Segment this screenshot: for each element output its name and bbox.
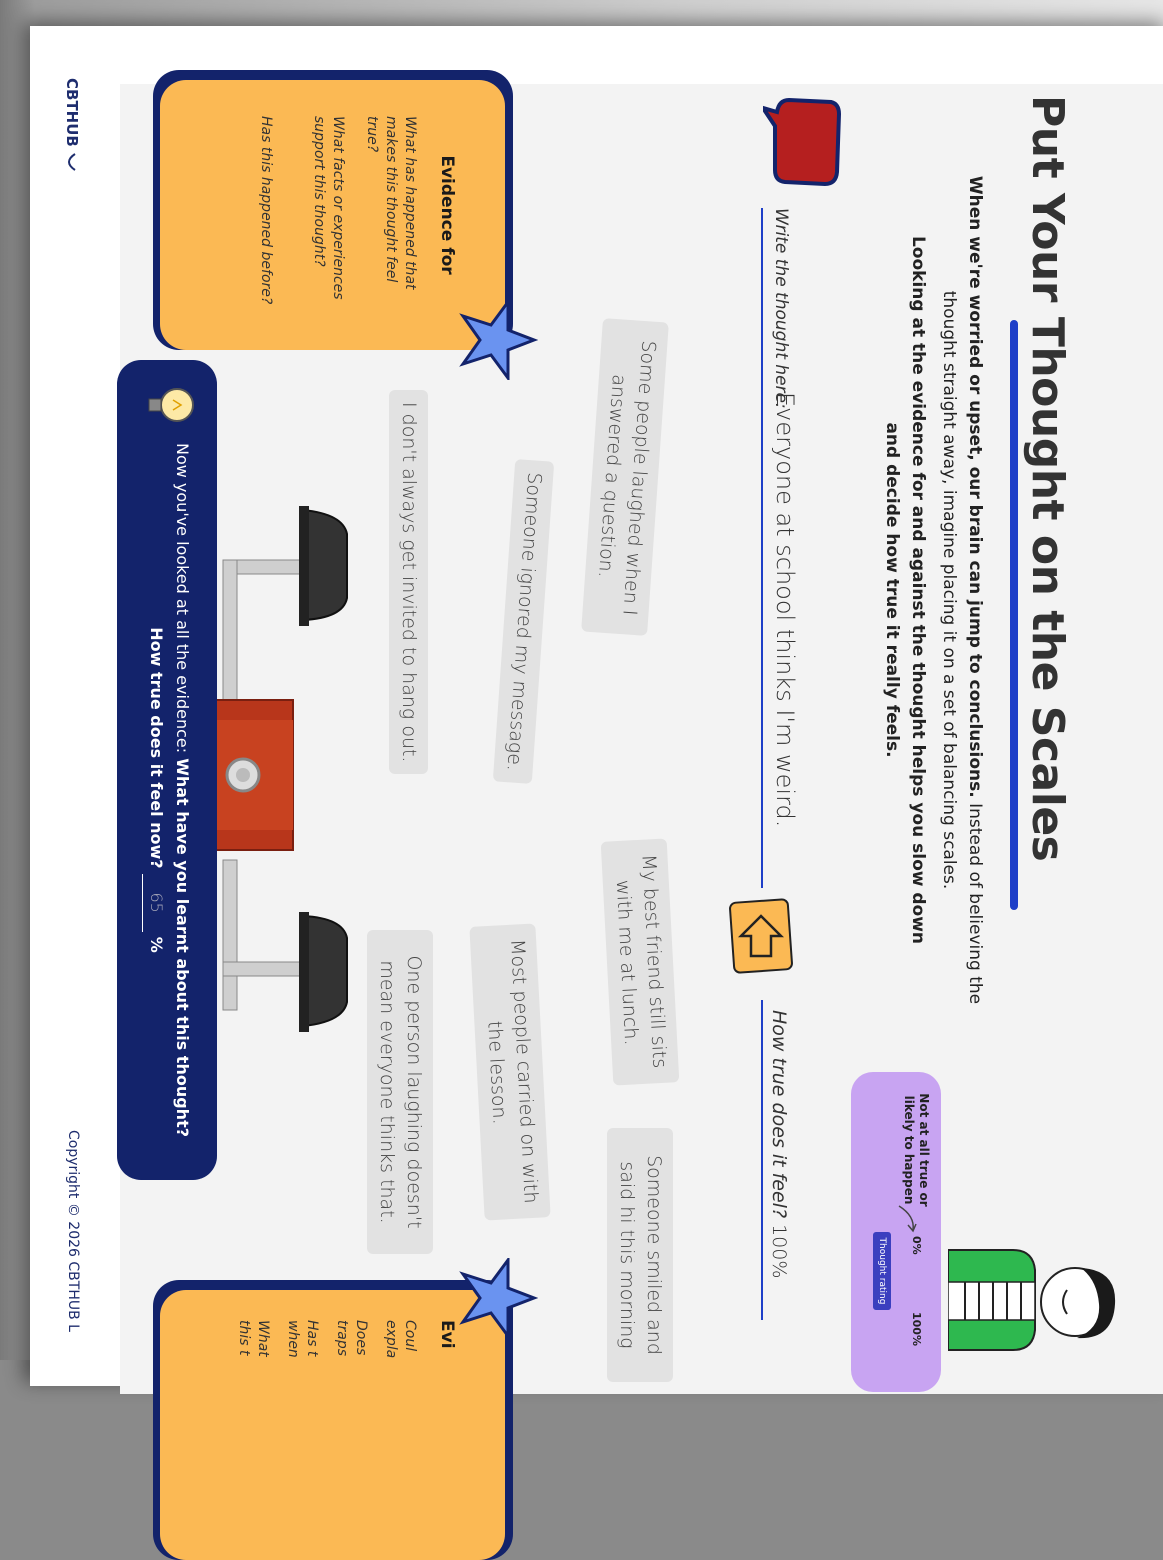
lightbulb-icon — [139, 380, 199, 430]
scale-low-pct: 0% — [910, 1236, 923, 1255]
evidence-against-prompt-8: this t — [236, 1320, 252, 1356]
thought-label: Write the thought here: — [771, 208, 791, 409]
reflection-answer-field[interactable]: 65 — [142, 874, 169, 932]
star-icon — [458, 300, 538, 380]
intro-paragraph-1: When we're worried or upset, our brain can jump to conclusions. Instead of believing the thought straight away, imagine placing it on a set of balancing scales. — [939, 175, 985, 1005]
evidence-against-prompt-2: expla — [383, 1320, 399, 1359]
evidence-for-prompt-3: Has this happened before? — [258, 116, 274, 305]
evidence-for-prompt-2: What facts or experiences support this thought? — [311, 116, 346, 300]
evidence-against-item-4: One person laughing doesn't mean everyone thinks that. — [367, 930, 433, 1254]
thought-rating-scale — [851, 1072, 941, 1392]
evidence-for-item-1: Some people laughed when I answered a question. — [581, 318, 669, 636]
footer-brand: CBTHUB — [63, 78, 81, 172]
thought-value[interactable]: Everyone at school thinks I'm weird. — [771, 392, 799, 828]
evidence-for-prompt-1: What has happened that makes this thought feel true? — [364, 116, 418, 290]
scale-low-label: Not at all true or likely to happen — [902, 1093, 931, 1207]
evidence-against-prompt-6: when — [285, 1320, 301, 1358]
down-arrow-sign-icon — [727, 896, 795, 976]
star-icon — [458, 1258, 538, 1338]
evidence-for-title: Evidence for — [437, 155, 457, 275]
rating-value: 100% — [768, 1224, 790, 1279]
character-illustration — [948, 1230, 1123, 1370]
scale-high-pct: 100% — [910, 1312, 923, 1346]
evidence-for-card — [160, 80, 505, 350]
evidence-against-prompt-5: Has t — [304, 1320, 320, 1357]
evidence-against-item-1: My best friend still sits with me at lunch. — [601, 838, 680, 1085]
reflection-box — [117, 360, 217, 1180]
thought-underline — [761, 208, 763, 888]
evidence-against-item-3: Most people carried on with the lesson. — [469, 923, 550, 1220]
footer-copyright: Copyright © 2026 CBTHUB L — [65, 1130, 81, 1332]
evidence-against-prompt-1: Coul — [402, 1320, 418, 1352]
intro-paragraph-2: Looking at the evidence for and against the thought helps you slow down and decide how true it really feels. — [882, 235, 928, 945]
evidence-against-prompt-3: Does — [353, 1320, 369, 1356]
reflection-text: Now you've looked at all the evidence: What have you learnt about this thought? How true does it feel now? 65 % — [142, 440, 195, 1140]
evidence-against-card — [160, 1290, 505, 1560]
title-underline — [1010, 320, 1018, 910]
evidence-against-prompt-4: traps — [334, 1320, 350, 1357]
evidence-against-prompt-7: What — [255, 1320, 271, 1357]
rating-line: How true does it feel? 100% — [768, 1010, 790, 1279]
rating-underline — [761, 1000, 763, 1320]
curved-arrow-icon — [895, 1204, 919, 1234]
page-title-highlight: Thought on the Scales — [1022, 316, 1073, 862]
speech-bubble-icon — [763, 92, 843, 192]
evidence-for-item-3: I don't always get invited to hang out. — [389, 390, 428, 774]
evidence-for-item-2: Someone ignored my message. — [493, 459, 554, 784]
evidence-against-item-2: Someone smiled and said hi this morning — [607, 1128, 673, 1382]
thought-rating-badge: Thought rating — [873, 1232, 891, 1310]
smile-icon — [66, 152, 78, 172]
evidence-against-title: Evi — [437, 1320, 457, 1349]
page-title: Put Your Thought on the Scales — [1022, 95, 1073, 862]
